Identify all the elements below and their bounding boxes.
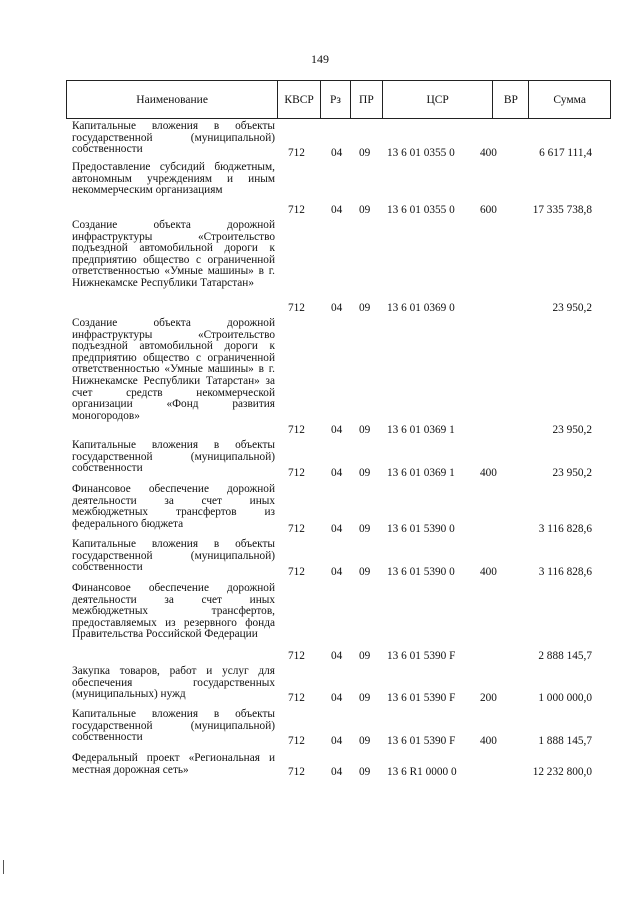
row-name: Капитальные вложения в объекты государственной (муниципальной) собственности: [72, 439, 275, 475]
header-pr: ПР: [351, 81, 383, 118]
row-csr: 13 6 01 5390 0: [387, 566, 455, 578]
table-row: [72, 162, 602, 217]
row-pr: 09: [359, 650, 371, 662]
row-vr: 600: [480, 204, 497, 216]
row-csr: 13 6 01 5390 F: [387, 650, 456, 662]
table-header: [66, 80, 611, 119]
row-kvsr: 712: [288, 424, 305, 436]
header-rz: Рз: [321, 81, 351, 118]
table-row: [72, 220, 602, 315]
row-name: Капитальные вложения в объекты государственной (муниципальной) собственности: [72, 708, 275, 744]
row-sum: 1 000 000,0: [538, 692, 592, 704]
page-number: 149: [311, 52, 329, 66]
row-pr: 09: [359, 766, 371, 778]
row-name: Предоставление субсидий бюджетным, автономным учреждениям и иным некоммерческим организациям: [72, 161, 275, 197]
row-csr: 13 6 01 5390 F: [387, 735, 456, 747]
row-pr: 09: [359, 467, 371, 479]
row-sum: 23 950,2: [552, 302, 592, 314]
row-name: Финансовое обеспечение дорожной деятельности за счет иных межбюджетных трансфертов из федерального бюджета: [72, 483, 275, 530]
row-sum: 6 617 111,4: [539, 147, 592, 159]
row-vr: 400: [480, 566, 497, 578]
row-csr: 13 6 01 0369 1: [387, 467, 455, 479]
row-kvsr: 712: [288, 467, 305, 479]
row-rz: 04: [331, 147, 343, 159]
row-csr: 13 6 R1 0000 0: [387, 766, 457, 778]
row-vr: 400: [480, 467, 497, 479]
row-kvsr: 712: [288, 766, 305, 778]
row-csr: 13 6 01 0369 0: [387, 302, 455, 314]
row-rz: 04: [331, 467, 343, 479]
table-row: [72, 539, 602, 579]
row-sum: 2 888 145,7: [538, 650, 592, 662]
row-sum: 3 116 828,6: [538, 566, 592, 578]
table-row: [72, 121, 602, 159]
row-csr: 13 6 01 5390 F: [387, 692, 456, 704]
header-sum: Сумма: [553, 93, 586, 106]
row-sum: 12 232 800,0: [532, 766, 592, 778]
row-kvsr: 712: [288, 147, 305, 159]
row-kvsr: 712: [288, 692, 305, 704]
row-rz: 04: [331, 735, 343, 747]
row-csr: 13 6 01 0355 0: [387, 147, 455, 159]
row-sum: 1 888 145,7: [538, 735, 592, 747]
row-rz: 04: [331, 204, 343, 216]
row-rz: 04: [331, 766, 343, 778]
row-vr: 200: [480, 692, 497, 704]
row-name: Закупка товаров, работ и услуг для обеспечения государственных (муниципальных) нужд: [72, 665, 275, 701]
row-kvsr: 712: [288, 566, 305, 578]
table-row: [72, 583, 602, 663]
row-name: Капитальные вложения в объекты государственной (муниципальной) собственности: [72, 120, 275, 156]
header-kvsr: КВСР: [278, 81, 321, 118]
row-csr: 13 6 01 5390 0: [387, 523, 455, 535]
table-row: [72, 440, 602, 480]
scan-mark: [3, 860, 4, 874]
row-vr: 400: [480, 147, 497, 159]
row-kvsr: 712: [288, 204, 305, 216]
row-sum: 3 116 828,6: [538, 523, 592, 535]
row-sum: 23 950,2: [552, 424, 592, 436]
row-vr: 400: [480, 735, 497, 747]
row-kvsr: 712: [288, 523, 305, 535]
row-name: Федеральный проект «Региональная и местная дорожная сеть»: [72, 752, 275, 776]
row-csr: 13 6 01 0355 0: [387, 204, 455, 216]
header-vr: ВР: [493, 81, 529, 118]
row-rz: 04: [331, 523, 343, 535]
row-pr: 09: [359, 735, 371, 747]
row-kvsr: 712: [288, 650, 305, 662]
row-pr: 09: [359, 523, 371, 535]
row-rz: 04: [331, 302, 343, 314]
row-kvsr: 712: [288, 302, 305, 314]
header-csr: ЦСР: [383, 81, 494, 118]
table-row: [72, 484, 602, 536]
table-row: [72, 709, 602, 749]
row-name: Финансовое обеспечение дорожной деятельности за счет иных межбюджетных трансфертов, предоставляемых из резервного фонда Правительства Российской Федерации: [72, 582, 275, 641]
row-rz: 04: [331, 650, 343, 662]
header-name: Наименование: [67, 81, 278, 118]
row-kvsr: 712: [288, 735, 305, 747]
row-rz: 04: [331, 424, 343, 436]
row-rz: 04: [331, 692, 343, 704]
row-sum: 23 950,2: [552, 467, 592, 479]
row-sum: 17 335 738,8: [532, 204, 592, 216]
row-pr: 09: [359, 692, 371, 704]
row-name: Создание объекта дорожной инфраструктуры «Строительство подъездной автомобильной дороги к предприятию общество с ограниченной ответственностью «Умные машины» в г. Нижнекамске Республики Татарстан»: [72, 219, 275, 289]
row-rz: 04: [331, 566, 343, 578]
row-pr: 09: [359, 424, 371, 436]
table-row: [72, 666, 602, 706]
row-csr: 13 6 01 0369 1: [387, 424, 455, 436]
row-pr: 09: [359, 147, 371, 159]
row-name: Капитальные вложения в объекты государственной (муниципальной) собственности: [72, 538, 275, 574]
table-row: [72, 318, 602, 438]
row-pr: 09: [359, 302, 371, 314]
table-row: [72, 753, 602, 783]
row-pr: 09: [359, 566, 371, 578]
row-name: Создание объекта дорожной инфраструктуры «Строительство подъездной автомобильной дороги к предприятию общество с ограниченной ответственностью «Умные машины» в г. Нижнекамске Республики Татарстан» за счет средств некоммерческой организации «Фонд развития моногородов»: [72, 317, 275, 422]
row-pr: 09: [359, 204, 371, 216]
